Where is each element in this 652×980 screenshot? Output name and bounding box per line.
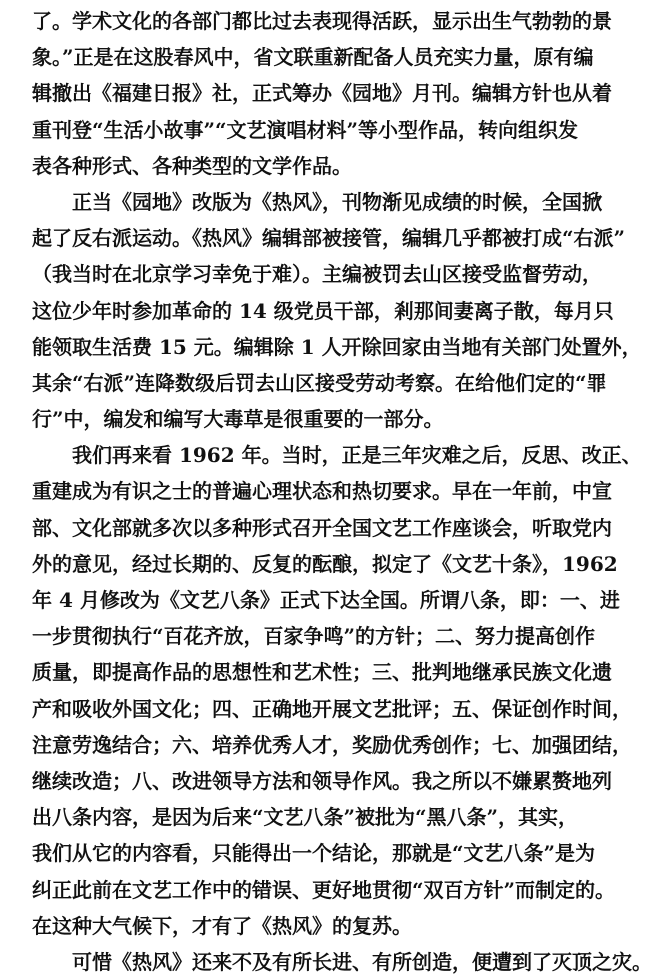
text-line: 可惜《热风》还来不及有所长进、有所创造，便遭到了灭顶之灾。 bbox=[72, 949, 652, 974]
text-line: 能领取生活费 15 元。编辑除 1 人开除回家由当地有关部门处置外， bbox=[32, 334, 642, 359]
text-line: 重建成为有识之士的普遍心理状态和热切要求。早在一年前，中宣 bbox=[32, 479, 612, 504]
text-line: 行”中，编发和编写大毒草是很重要的一部分。 bbox=[32, 407, 444, 432]
text-line: 出八条内容，是因为后来“文艺八条”被批为“黑八条”，其实， bbox=[32, 805, 579, 830]
text-line: （我当时在北京学习幸免于难）。主编被罚去山区接受监督劳动， bbox=[32, 262, 602, 287]
text-line: 产和吸收外国文化；四、正确地开展文艺批评；五、保证创作时间， bbox=[32, 696, 632, 721]
text-line: 外的意见，经过长期的、反复的酝酿，拟定了《文艺十条》，1962 bbox=[32, 551, 618, 576]
text-line: 我们再来看 1962 年。当时，正是三年灾难之后，反思、改正、 bbox=[72, 443, 642, 468]
text-line: 起了反右派运动。《热风》编辑部被接管，编辑几乎都被打成“右派” bbox=[32, 226, 626, 251]
text-line: 注意劳逸结合；六、培养优秀人才，奖励优秀创作；七、加强团结， bbox=[32, 732, 632, 757]
body-text bbox=[32, 3, 652, 980]
text-line: 正当《园地》改版为《热风》，刊物渐见成绩的时候，全国掀 bbox=[72, 189, 602, 214]
text-line: 质量，即提高作品的思想性和艺术性；三、批判地继承民族文化遗 bbox=[32, 660, 612, 685]
text-line: 了。学术文化的各部门都比过去表现得活跃，显示出生气勃勃的景 bbox=[32, 9, 612, 33]
text-line: 辑撤出《福建日报》社，正式筹办《园地》月刊。编辑方针也从着 bbox=[32, 81, 612, 106]
text-line: 这位少年时参加革命的 14 级党员干部，剎那间妻离子散，每月只 bbox=[32, 298, 614, 323]
text-line: 我们从它的内容看，只能得出一个结论，那就是“文艺八条”是为 bbox=[32, 841, 596, 866]
text-line: 象。”正是在这股春风中，省文联重新配备人员充实力量，原有编 bbox=[32, 45, 594, 70]
text-line: 继续改造；八、改进领导方法和领导作风。我之所以不嫌累赘地列 bbox=[32, 768, 612, 793]
text-line: 一步贯彻执行“百花齐放，百家争鸣”的方针；二、努力提高创作 bbox=[32, 624, 596, 649]
text-line: 表各种形式、各种类型的文学作品。 bbox=[32, 153, 352, 178]
text-line: 部、文化部就多次以多种形式召开全国文艺工作座谈会，听取党内 bbox=[32, 515, 612, 540]
text-line: 其余“右派”连降数级后罚去山区接受劳动考察。在给他们定的“罪 bbox=[32, 370, 607, 395]
text-line: 年 4 月修改为《文艺八条》正式下达全国。所谓八条，即：一、进 bbox=[32, 588, 620, 612]
text-line: 在这种大气候下，才有了《热风》的复苏。 bbox=[32, 913, 412, 938]
text-line: 重刊登“生活小故事”“文艺演唱材料”等小型作品，转向组织发 bbox=[32, 117, 579, 142]
text-line: 纠正此前在文艺工作中的错误、更好地贯彻“双百方针”而制定的。 bbox=[32, 877, 616, 902]
